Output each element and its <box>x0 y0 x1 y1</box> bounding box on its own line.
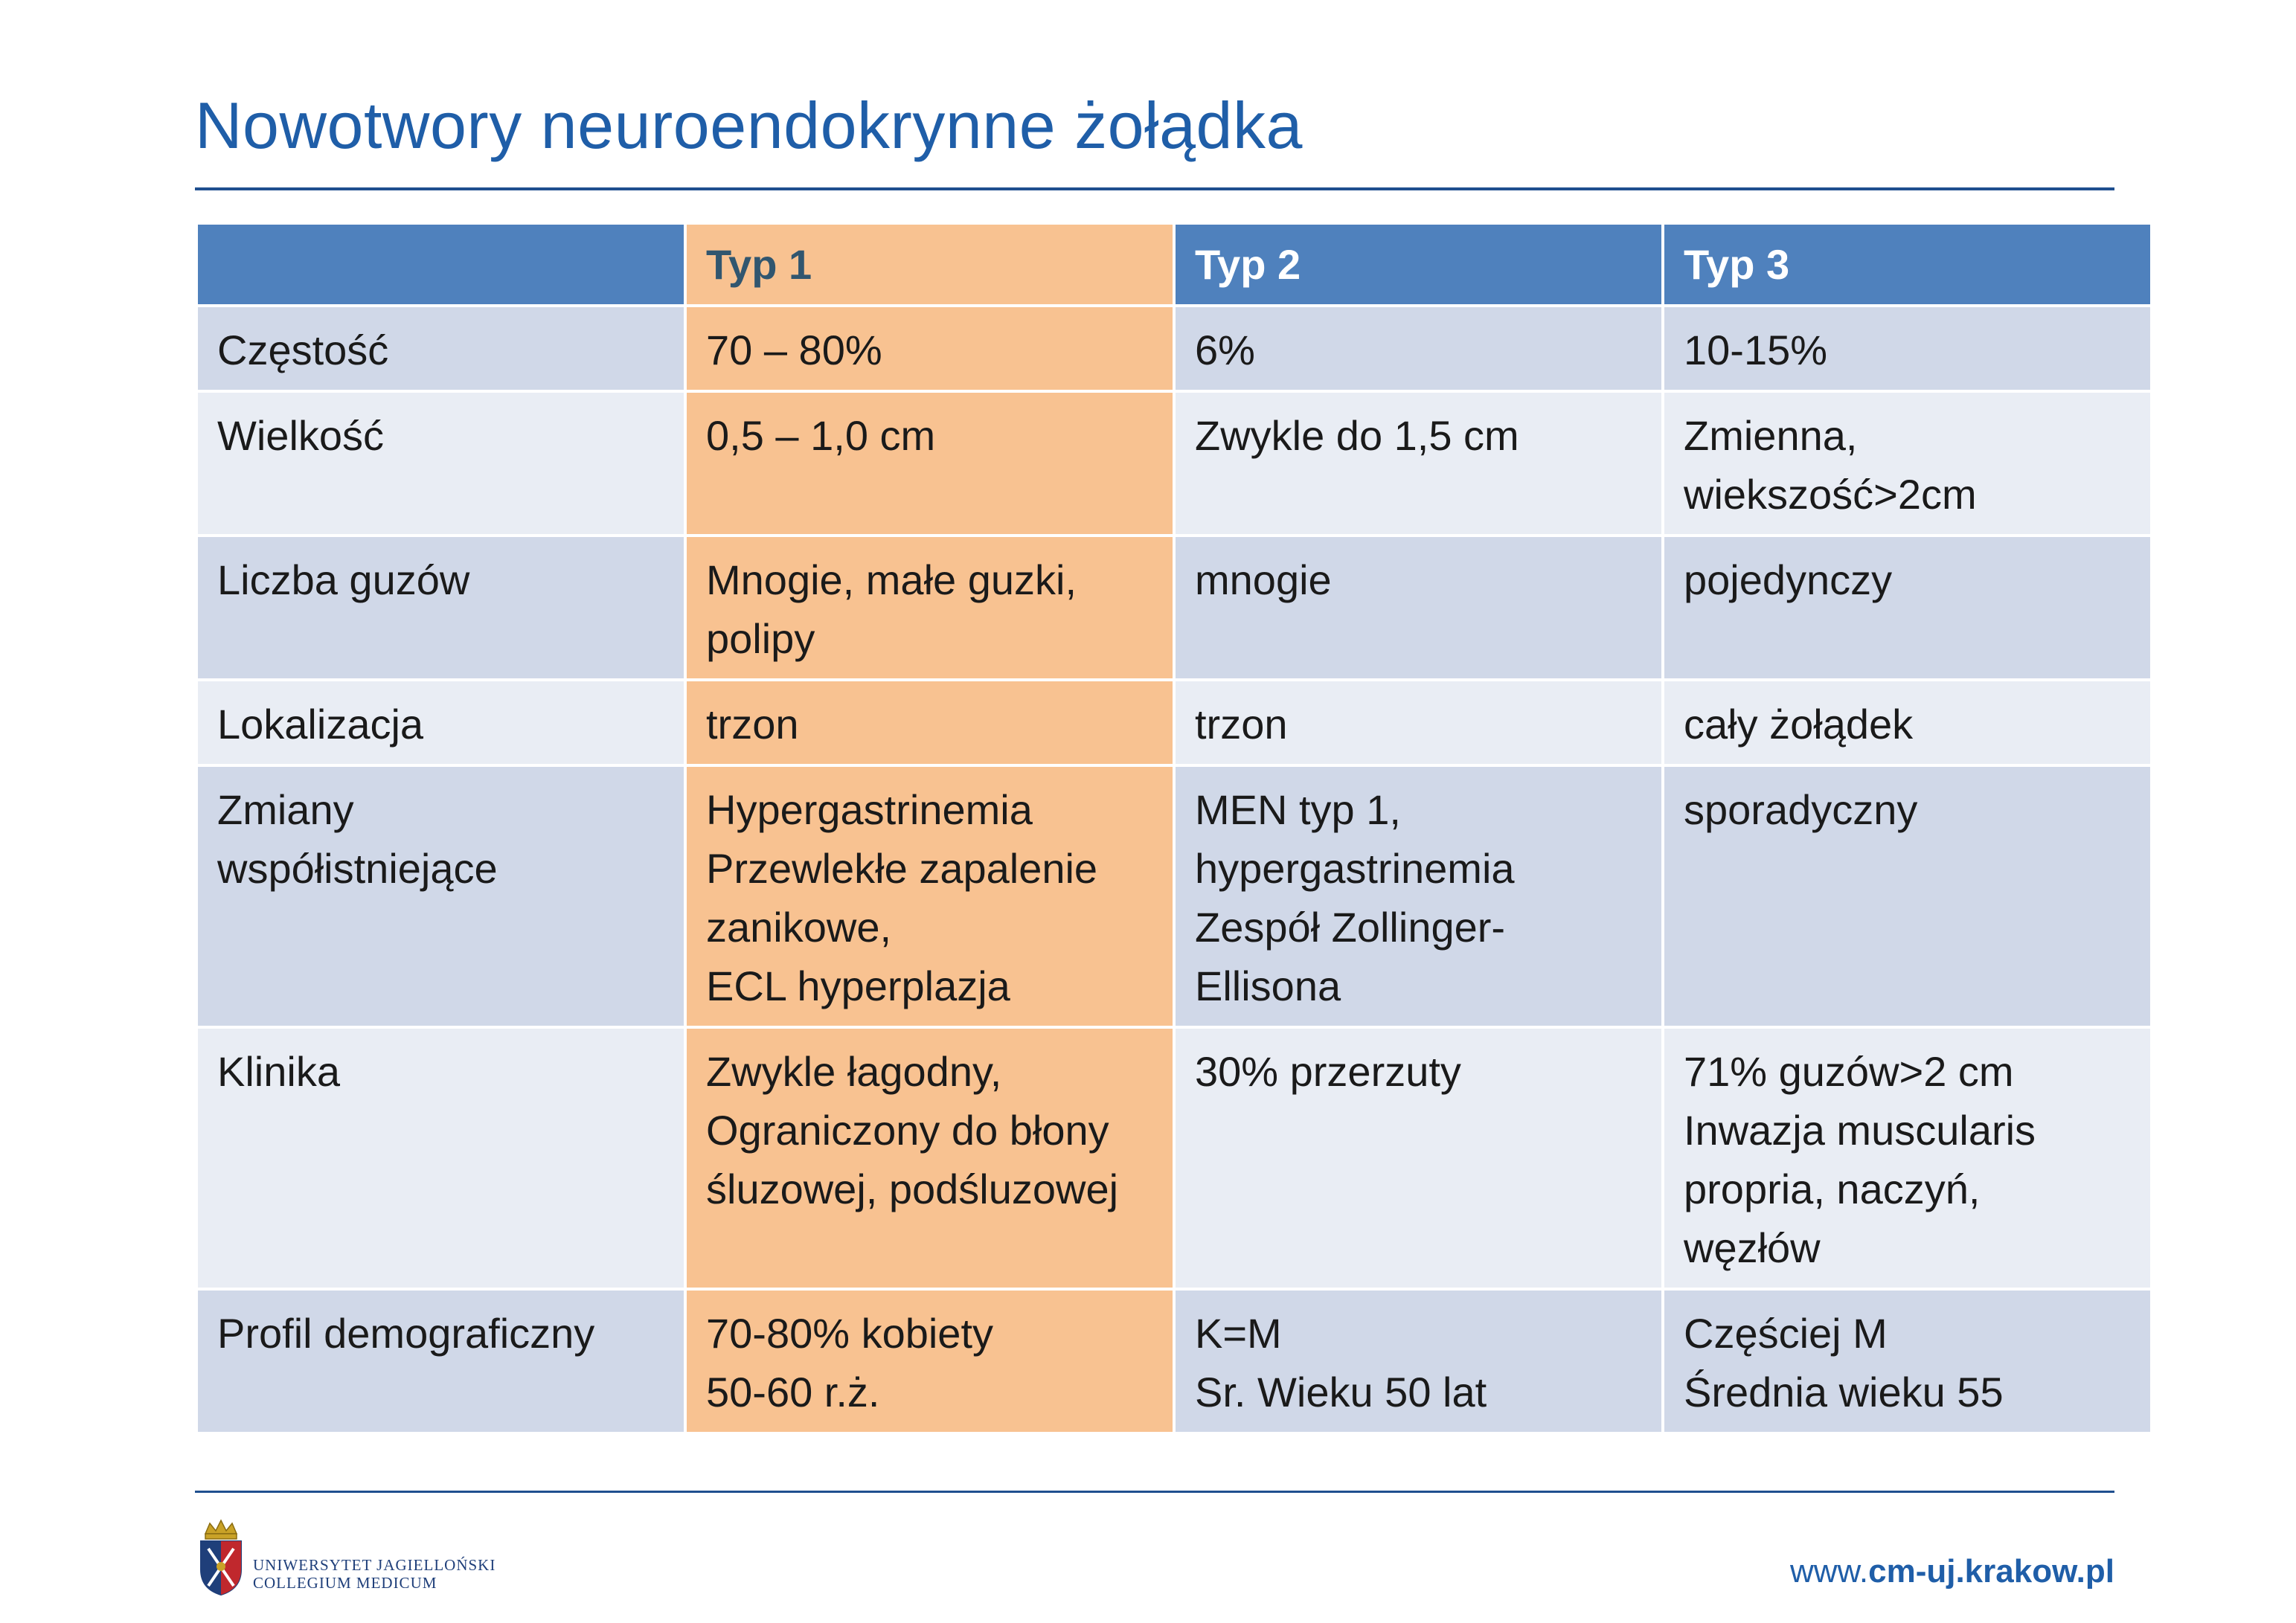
logo-line-1: UNIWERSYTET JAGIELLOŃSKI <box>253 1556 496 1574</box>
row-label-cell <box>196 1027 685 1289</box>
cell-text-line: 50-60 r.ż. <box>706 1369 880 1415</box>
cell-text-line: 6% <box>1195 327 1255 373</box>
url-prefix: www. <box>1789 1553 1869 1590</box>
cell-typ3 <box>1663 536 2152 680</box>
cell-text-line: Lokalizacja <box>217 701 424 748</box>
table-header-row <box>196 223 2152 306</box>
cell-text-line: ECL hyperplazja <box>706 962 1010 1009</box>
table-row <box>196 680 2152 765</box>
cell-typ3 <box>1663 391 2152 536</box>
header-typ3: Typ 3 <box>1663 223 2152 306</box>
row-label-cell <box>196 765 685 1027</box>
cell-text-line: 70 – 80% <box>706 327 882 373</box>
website-link[interactable] <box>1790 1553 2114 1590</box>
cell-text-line: K=M <box>1195 1310 1282 1357</box>
cell-text-line: zanikowe, <box>706 904 892 951</box>
comparison-table <box>195 222 2153 1435</box>
cell-typ3 <box>1663 1027 2152 1289</box>
header-typ2: Typ 2 <box>1174 223 1663 306</box>
cell-typ2 <box>1174 1027 1663 1289</box>
row-label-cell <box>196 680 685 765</box>
university-logo <box>195 1517 496 1599</box>
row-label-cell <box>196 1289 685 1433</box>
cell-text-line: 71% guzów>2 cm <box>1684 1048 2014 1095</box>
cell-text-line: Sr. Wieku 50 lat <box>1195 1369 1487 1415</box>
crest-icon <box>195 1517 247 1598</box>
row-label-cell <box>196 306 685 391</box>
cell-text-line: 30% przerzuty <box>1195 1048 1461 1095</box>
cell-text-line: trzon <box>1195 701 1288 748</box>
cell-typ1 <box>685 1027 1174 1289</box>
cell-typ2 <box>1174 680 1663 765</box>
cell-typ1 <box>685 765 1174 1027</box>
cell-text-line: cały żołądek <box>1684 701 1914 748</box>
cell-text-line: Zmienna, <box>1684 412 1858 459</box>
cell-text-line: polipy <box>706 615 815 662</box>
cell-typ1 <box>685 680 1174 765</box>
cell-typ2 <box>1174 306 1663 391</box>
cell-text-line: MEN typ 1, <box>1195 786 1401 833</box>
cell-typ3 <box>1663 680 2152 765</box>
table-row <box>196 306 2152 391</box>
row-label-cell <box>196 536 685 680</box>
url-domain: cm-uj.krakow.pl <box>1868 1553 2114 1590</box>
cell-text-line: Ograniczony do błony <box>706 1107 1109 1154</box>
cell-typ1 <box>685 306 1174 391</box>
footer-divider <box>195 1491 2114 1493</box>
cell-text-line: Wielkość <box>217 412 385 459</box>
table-row <box>196 765 2152 1027</box>
table-row <box>196 1289 2152 1433</box>
cell-typ1 <box>685 536 1174 680</box>
cell-text-line: Ellisona <box>1195 962 1341 1009</box>
table-row <box>196 536 2152 680</box>
cell-text-line: Liczba guzów <box>217 556 470 603</box>
cell-text-line: Mnogie, małe guzki, <box>706 556 1077 603</box>
cell-text-line: hypergastrinemia <box>1195 845 1515 892</box>
cell-text-line: sporadyczny <box>1684 786 1918 833</box>
cell-typ3 <box>1663 306 2152 391</box>
cell-text-line: mnogie <box>1195 556 1332 603</box>
logo-line-2: COLLEGIUM MEDICUM <box>253 1574 437 1592</box>
header-empty <box>196 223 685 306</box>
logo-text <box>253 1556 496 1592</box>
cell-text-line: Profil demograficzny <box>217 1310 595 1357</box>
cell-text-line: śluzowej, podśluzowej <box>706 1166 1119 1212</box>
cell-typ2 <box>1174 536 1663 680</box>
cell-text-line: Przewlekłe zapalenie <box>706 845 1098 892</box>
cell-text-line: Średnia wieku 55 <box>1684 1369 2004 1415</box>
cell-text-line: 0,5 – 1,0 cm <box>706 412 936 459</box>
cell-typ2 <box>1174 1289 1663 1433</box>
cell-text-line: propria, naczyń, <box>1684 1166 1981 1212</box>
title-divider <box>195 187 2114 190</box>
cell-text-line: Zwykle łagodny, <box>706 1048 1002 1095</box>
cell-typ1 <box>685 1289 1174 1433</box>
cell-text-line: Klinika <box>217 1048 340 1095</box>
cell-typ3 <box>1663 1289 2152 1433</box>
cell-typ2 <box>1174 391 1663 536</box>
cell-text-line: wiekszość>2cm <box>1684 471 1977 518</box>
cell-text-line: współistniejące <box>217 845 498 892</box>
cell-text-line: 10-15% <box>1684 327 1828 373</box>
table-row <box>196 391 2152 536</box>
row-label-cell <box>196 391 685 536</box>
cell-typ2 <box>1174 765 1663 1027</box>
cell-text-line: pojedynczy <box>1684 556 1893 603</box>
cell-text-line: Zwykle do 1,5 cm <box>1195 412 1519 459</box>
cell-text-line: Zespół Zollinger- <box>1195 904 1506 951</box>
header-typ1: Typ 1 <box>685 223 1174 306</box>
cell-text-line: trzon <box>706 701 799 748</box>
cell-text-line: Inwazja muscularis <box>1684 1107 2036 1154</box>
cell-text-line: Częściej M <box>1684 1310 1888 1357</box>
table-row <box>196 1027 2152 1289</box>
cell-text-line: węzłów <box>1684 1224 1821 1271</box>
slide-title: Nowotwory neuroendokrynne żołądka <box>195 89 1303 162</box>
cell-text-line: 70-80% kobiety <box>706 1310 994 1357</box>
cell-typ1 <box>685 391 1174 536</box>
cell-text-line: Częstość <box>217 327 389 373</box>
cell-typ3 <box>1663 765 2152 1027</box>
cell-text-line: Zmiany <box>217 786 354 833</box>
cell-text-line: Hypergastrinemia <box>706 786 1033 833</box>
